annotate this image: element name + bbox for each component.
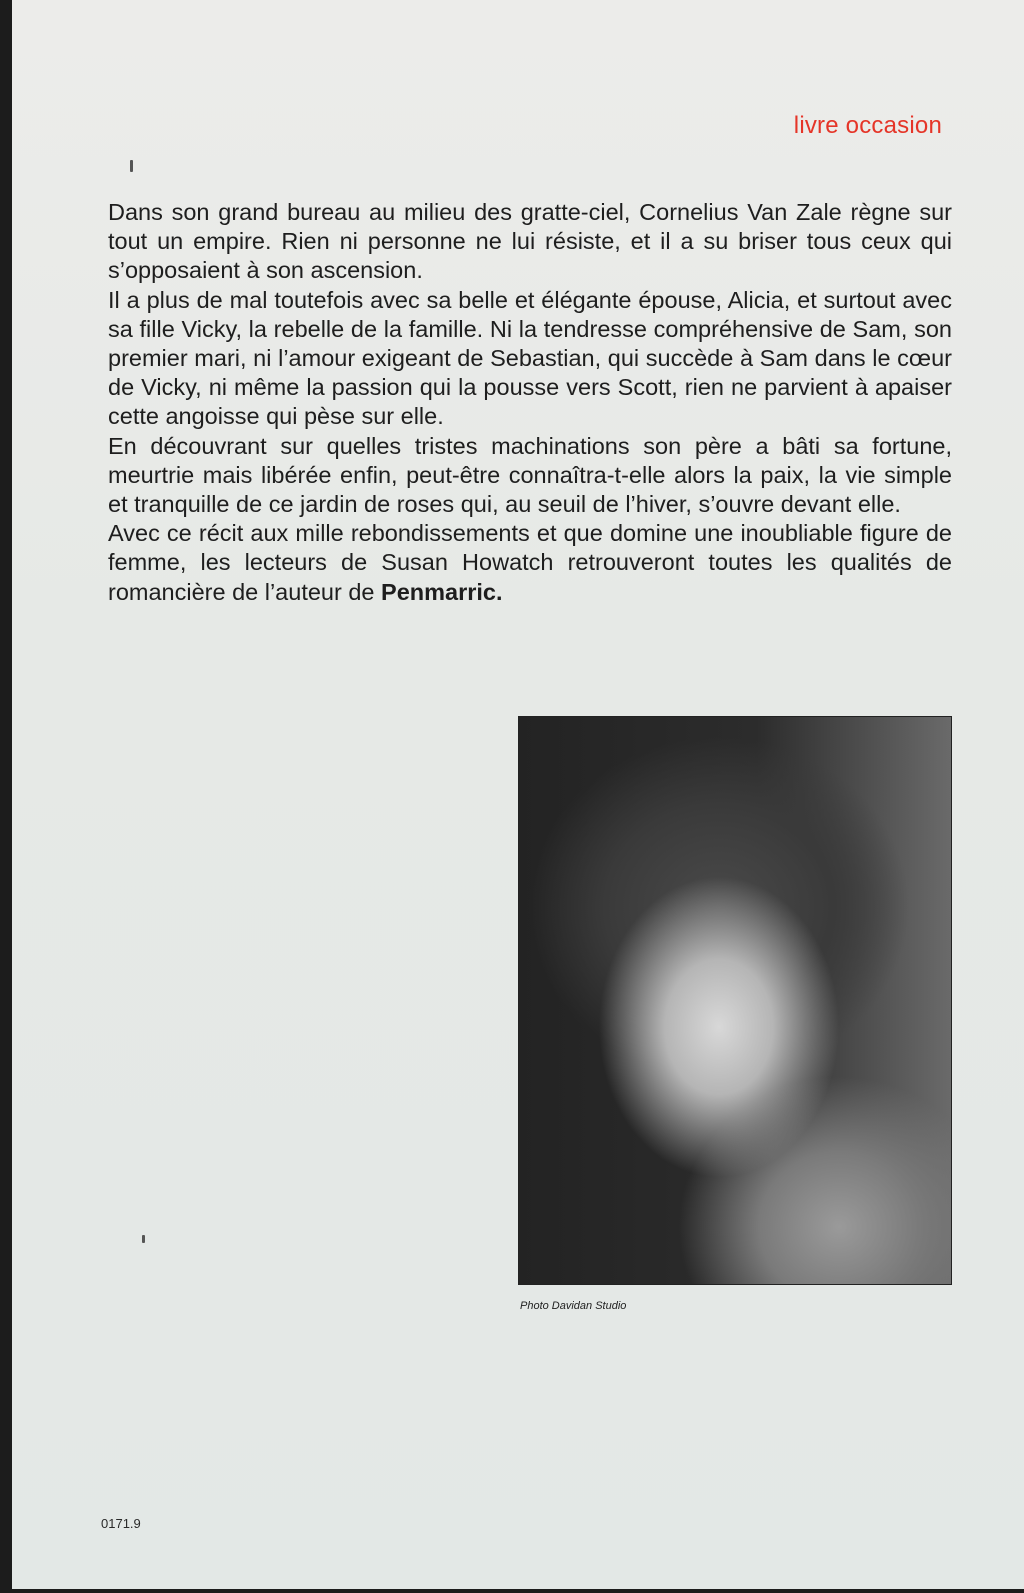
paper-speck xyxy=(142,1235,145,1243)
author-photo xyxy=(518,716,952,1285)
blurb-paragraph-1: Dans son grand bureau au milieu des gratte-ciel, Cornelius Van Zale règne sur tout un empire. Rien ni personne ne lui résiste, et il a su briser tous ceux qui s’opposaient à son ascension. xyxy=(108,199,952,284)
photo-credit: Photo Davidan Studio xyxy=(520,1300,627,1312)
book-back-cover xyxy=(12,0,1024,1589)
watermark-label: livre occasion xyxy=(793,112,942,139)
blurb-paragraph-4 xyxy=(108,519,952,607)
blurb-text xyxy=(108,198,952,607)
catalog-code: 0171.9 xyxy=(101,1516,141,1531)
blurb-paragraph-3: En découvrant sur quelles tristes machinations son père a bâti sa fortune, meurtrie mais libérée enfin, peut-être connaîtra-t-elle alors la paix, la vie simple et tranquille de ce jardin de roses qui, au seuil de l’hiver, s’ouvre devant elle. xyxy=(108,432,952,518)
blurb-paragraph-2: Il a plus de mal toutefois avec sa belle et élégante épouse, Alicia, et surtout avec sa fille Vicky, la rebelle de la famille. Ni la tendresse compréhensive de Sam, son premier mari, ni l’amour exigeant de Sebastian, qui succède à Sam dans le cœur de Vicky, ni même la passion qui la pousse vers Scott, rien ne parvient à apaiser cette angoisse qui pèse sur elle. xyxy=(108,286,952,430)
blurb-paragraph-4-text: Avec ce récit aux mille rebondissements et que domine une inoubliable figure de femme, les lecteurs de Susan Howatch retrouveront toutes les qualités de romancière de l’auteur de xyxy=(108,520,952,605)
book-title-emphasis: Penmarric. xyxy=(381,578,503,605)
paper-speck xyxy=(130,160,133,172)
